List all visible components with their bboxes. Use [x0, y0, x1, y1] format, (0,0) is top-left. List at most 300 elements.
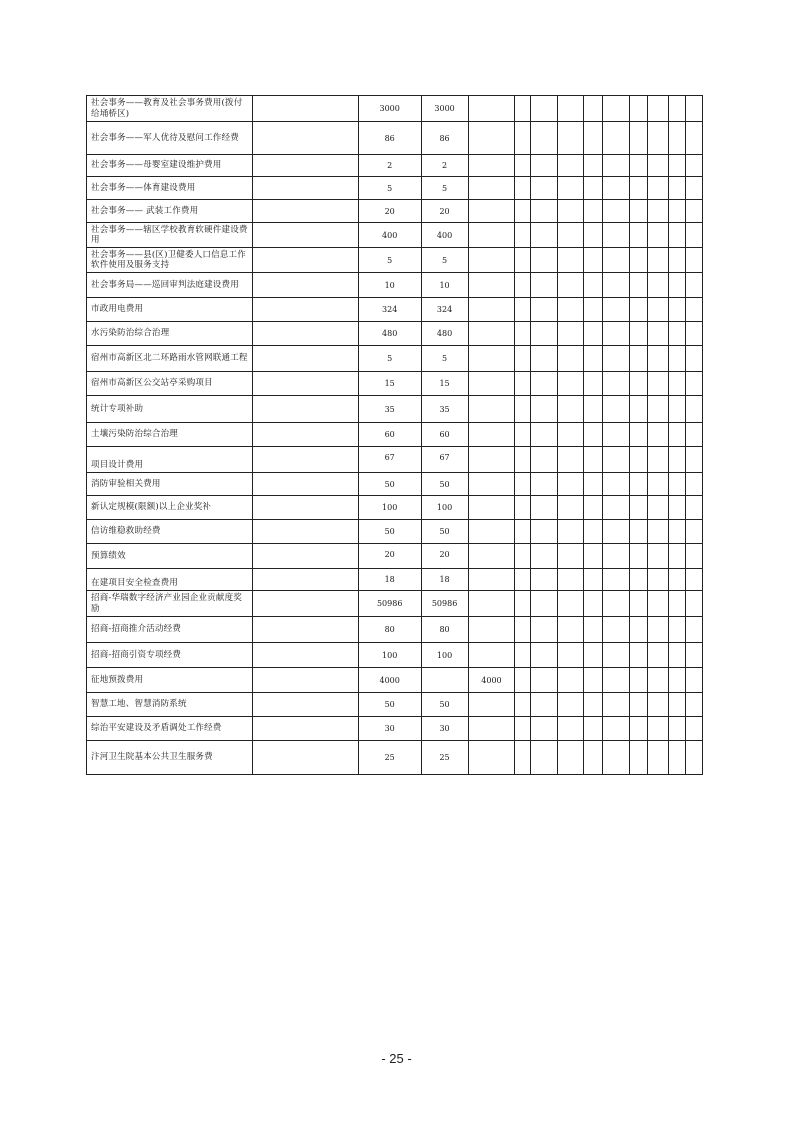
total-amount-cell: 80	[358, 617, 421, 643]
empty-cell	[685, 591, 702, 617]
budget-amount-cell: 18	[421, 569, 468, 591]
empty-cell	[602, 520, 630, 544]
table-row	[87, 520, 703, 544]
budget-amount-cell: 480	[421, 322, 468, 346]
budget-amount-cell	[421, 668, 468, 693]
empty-cell	[253, 617, 359, 643]
empty-cell	[531, 617, 558, 643]
empty-cell	[668, 372, 685, 396]
other-amount-cell	[468, 520, 515, 544]
total-amount-cell: 60	[358, 423, 421, 447]
other-amount-cell	[468, 569, 515, 591]
empty-cell	[668, 346, 685, 372]
empty-cell	[253, 298, 359, 322]
budget-amount-cell: 10	[421, 273, 468, 298]
item-name-cell: 市政用电费用	[87, 298, 253, 322]
other-amount-cell	[468, 372, 515, 396]
empty-cell	[630, 591, 647, 617]
empty-cell	[602, 447, 630, 473]
empty-cell	[647, 223, 668, 248]
table-row	[87, 668, 703, 693]
item-name-cell: 社会事务——县(区)卫健委人口信息工作软件使用及服务支持	[87, 248, 253, 273]
empty-cell	[583, 591, 602, 617]
empty-cell	[602, 496, 630, 520]
empty-cell	[558, 423, 584, 447]
empty-cell	[583, 643, 602, 668]
empty-cell	[558, 396, 584, 423]
empty-cell	[558, 447, 584, 473]
empty-cell	[602, 591, 630, 617]
empty-cell	[253, 643, 359, 668]
empty-cell	[685, 643, 702, 668]
table-row	[87, 496, 703, 520]
item-name-cell: 统计专项补助	[87, 396, 253, 423]
other-amount-cell	[468, 643, 515, 668]
empty-cell	[647, 617, 668, 643]
empty-cell	[531, 372, 558, 396]
other-amount-cell	[468, 122, 515, 155]
empty-cell	[630, 569, 647, 591]
empty-cell	[253, 717, 359, 741]
empty-cell	[630, 122, 647, 155]
empty-cell	[602, 741, 630, 775]
empty-cell	[583, 223, 602, 248]
empty-cell	[583, 569, 602, 591]
empty-cell	[515, 122, 531, 155]
other-amount-cell	[468, 544, 515, 569]
empty-cell	[583, 717, 602, 741]
empty-cell	[647, 544, 668, 569]
total-amount-cell: 100	[358, 496, 421, 520]
empty-cell	[602, 200, 630, 223]
empty-cell	[647, 396, 668, 423]
empty-cell	[558, 200, 584, 223]
empty-cell	[583, 372, 602, 396]
empty-cell	[602, 122, 630, 155]
empty-cell	[685, 177, 702, 200]
empty-cell	[630, 223, 647, 248]
empty-cell	[685, 544, 702, 569]
empty-cell	[668, 643, 685, 668]
empty-cell	[253, 668, 359, 693]
empty-cell	[602, 717, 630, 741]
empty-cell	[583, 298, 602, 322]
table-row	[87, 717, 703, 741]
budget-amount-cell: 15	[421, 372, 468, 396]
empty-cell	[558, 122, 584, 155]
empty-cell	[515, 591, 531, 617]
empty-cell	[253, 200, 359, 223]
empty-cell	[531, 717, 558, 741]
empty-cell	[668, 617, 685, 643]
empty-cell	[668, 741, 685, 775]
table-row	[87, 122, 703, 155]
empty-cell	[253, 372, 359, 396]
empty-cell	[515, 248, 531, 273]
empty-cell	[253, 496, 359, 520]
empty-cell	[558, 96, 584, 122]
total-amount-cell: 50986	[358, 591, 421, 617]
empty-cell	[685, 372, 702, 396]
item-name-cell: 预算绩效	[87, 544, 253, 569]
empty-cell	[531, 273, 558, 298]
empty-cell	[531, 591, 558, 617]
budget-amount-cell: 86	[421, 122, 468, 155]
empty-cell	[583, 693, 602, 717]
empty-cell	[647, 248, 668, 273]
total-amount-cell: 5	[358, 248, 421, 273]
empty-cell	[685, 423, 702, 447]
item-name-cell: 社会事务——军人优待及慰问工作经费	[87, 122, 253, 155]
table-row	[87, 396, 703, 423]
empty-cell	[668, 396, 685, 423]
empty-cell	[253, 223, 359, 248]
empty-cell	[602, 273, 630, 298]
budget-amount-cell: 30	[421, 717, 468, 741]
empty-cell	[531, 693, 558, 717]
other-amount-cell	[468, 96, 515, 122]
total-amount-cell: 324	[358, 298, 421, 322]
budget-amount-cell: 5	[421, 177, 468, 200]
empty-cell	[668, 668, 685, 693]
empty-cell	[668, 248, 685, 273]
empty-cell	[602, 473, 630, 496]
budget-amount-cell: 2	[421, 155, 468, 177]
empty-cell	[558, 520, 584, 544]
other-amount-cell	[468, 155, 515, 177]
table-row	[87, 298, 703, 322]
empty-cell	[630, 617, 647, 643]
empty-cell	[515, 155, 531, 177]
total-amount-cell: 20	[358, 200, 421, 223]
empty-cell	[515, 200, 531, 223]
empty-cell	[531, 122, 558, 155]
item-name-cell: 招商-华瑞数字经济产业园企业贡献度奖励	[87, 591, 253, 617]
empty-cell	[531, 569, 558, 591]
other-amount-cell	[468, 223, 515, 248]
empty-cell	[558, 617, 584, 643]
budget-amount-cell: 50	[421, 520, 468, 544]
table-row	[87, 569, 703, 591]
table-row	[87, 617, 703, 643]
empty-cell	[515, 396, 531, 423]
empty-cell	[558, 741, 584, 775]
empty-cell	[647, 447, 668, 473]
empty-cell	[253, 591, 359, 617]
table-row	[87, 248, 703, 273]
empty-cell	[583, 322, 602, 346]
empty-cell	[647, 200, 668, 223]
other-amount-cell	[468, 396, 515, 423]
empty-cell	[531, 496, 558, 520]
empty-cell	[647, 96, 668, 122]
budget-amount-cell: 100	[421, 643, 468, 668]
empty-cell	[602, 322, 630, 346]
empty-cell	[630, 155, 647, 177]
empty-cell	[668, 473, 685, 496]
empty-cell	[531, 298, 558, 322]
empty-cell	[668, 177, 685, 200]
empty-cell	[630, 248, 647, 273]
empty-cell	[531, 223, 558, 248]
empty-cell	[531, 741, 558, 775]
empty-cell	[558, 473, 584, 496]
empty-cell	[253, 96, 359, 122]
total-amount-cell: 15	[358, 372, 421, 396]
empty-cell	[647, 473, 668, 496]
empty-cell	[583, 520, 602, 544]
empty-cell	[630, 177, 647, 200]
empty-cell	[531, 322, 558, 346]
other-amount-cell	[468, 741, 515, 775]
empty-cell	[515, 617, 531, 643]
empty-cell	[668, 155, 685, 177]
empty-cell	[630, 423, 647, 447]
budget-amount-cell: 3000	[421, 96, 468, 122]
empty-cell	[647, 591, 668, 617]
empty-cell	[647, 155, 668, 177]
empty-cell	[253, 569, 359, 591]
empty-cell	[531, 396, 558, 423]
empty-cell	[630, 520, 647, 544]
total-amount-cell: 18	[358, 569, 421, 591]
empty-cell	[647, 496, 668, 520]
empty-cell	[583, 423, 602, 447]
empty-cell	[515, 447, 531, 473]
empty-cell	[685, 668, 702, 693]
empty-cell	[531, 96, 558, 122]
empty-cell	[583, 396, 602, 423]
budget-amount-cell: 50	[421, 693, 468, 717]
empty-cell	[558, 544, 584, 569]
empty-cell	[685, 322, 702, 346]
empty-cell	[685, 273, 702, 298]
item-name-cell: 宿州市高新区公交站亭采购项目	[87, 372, 253, 396]
budget-amount-cell: 100	[421, 496, 468, 520]
other-amount-cell: 4000	[468, 668, 515, 693]
other-amount-cell	[468, 447, 515, 473]
empty-cell	[558, 298, 584, 322]
empty-cell	[602, 223, 630, 248]
empty-cell	[647, 273, 668, 298]
total-amount-cell: 67	[358, 447, 421, 473]
budget-amount-cell: 5	[421, 346, 468, 372]
empty-cell	[253, 322, 359, 346]
empty-cell	[602, 177, 630, 200]
empty-cell	[531, 643, 558, 668]
empty-cell	[583, 155, 602, 177]
empty-cell	[630, 544, 647, 569]
item-name-cell: 新认定规模(限额)以上企业奖补	[87, 496, 253, 520]
empty-cell	[558, 372, 584, 396]
empty-cell	[515, 668, 531, 693]
empty-cell	[531, 668, 558, 693]
empty-cell	[668, 122, 685, 155]
total-amount-cell: 25	[358, 741, 421, 775]
empty-cell	[558, 223, 584, 248]
empty-cell	[531, 520, 558, 544]
empty-cell	[685, 298, 702, 322]
table-row	[87, 544, 703, 569]
empty-cell	[515, 544, 531, 569]
empty-cell	[630, 668, 647, 693]
other-amount-cell	[468, 496, 515, 520]
empty-cell	[630, 396, 647, 423]
empty-cell	[685, 569, 702, 591]
empty-cell	[515, 496, 531, 520]
other-amount-cell	[468, 322, 515, 346]
total-amount-cell: 10	[358, 273, 421, 298]
empty-cell	[630, 447, 647, 473]
table-row	[87, 447, 703, 473]
empty-cell	[668, 693, 685, 717]
empty-cell	[515, 223, 531, 248]
empty-cell	[531, 248, 558, 273]
item-name-cell: 征地预拨费用	[87, 668, 253, 693]
other-amount-cell	[468, 177, 515, 200]
total-amount-cell: 5	[358, 346, 421, 372]
page-number: - 25 -	[381, 1051, 412, 1066]
empty-cell	[647, 122, 668, 155]
total-amount-cell: 86	[358, 122, 421, 155]
empty-cell	[515, 693, 531, 717]
empty-cell	[531, 473, 558, 496]
other-amount-cell	[468, 473, 515, 496]
budget-amount-cell: 25	[421, 741, 468, 775]
empty-cell	[558, 591, 584, 617]
empty-cell	[668, 200, 685, 223]
empty-cell	[668, 591, 685, 617]
empty-cell	[630, 200, 647, 223]
empty-cell	[531, 544, 558, 569]
empty-cell	[515, 177, 531, 200]
empty-cell	[647, 693, 668, 717]
empty-cell	[583, 496, 602, 520]
empty-cell	[515, 96, 531, 122]
budget-amount-cell: 400	[421, 223, 468, 248]
empty-cell	[647, 520, 668, 544]
budget-amount-cell: 67	[421, 447, 468, 473]
table-row	[87, 693, 703, 717]
item-name-cell: 招商-招商推介活动经费	[87, 617, 253, 643]
empty-cell	[583, 177, 602, 200]
empty-cell	[630, 473, 647, 496]
other-amount-cell	[468, 423, 515, 447]
other-amount-cell	[468, 346, 515, 372]
budget-amount-cell: 5	[421, 248, 468, 273]
empty-cell	[558, 496, 584, 520]
table-row	[87, 96, 703, 122]
empty-cell	[583, 200, 602, 223]
empty-cell	[253, 346, 359, 372]
empty-cell	[253, 155, 359, 177]
empty-cell	[668, 223, 685, 248]
table-row	[87, 155, 703, 177]
total-amount-cell: 35	[358, 396, 421, 423]
item-name-cell: 社会事务—— 武装工作费用	[87, 200, 253, 223]
empty-cell	[558, 248, 584, 273]
empty-cell	[685, 200, 702, 223]
empty-cell	[630, 322, 647, 346]
table-row	[87, 372, 703, 396]
empty-cell	[531, 200, 558, 223]
other-amount-cell	[468, 200, 515, 223]
item-name-cell: 消防审验相关费用	[87, 473, 253, 496]
empty-cell	[602, 617, 630, 643]
total-amount-cell: 4000	[358, 668, 421, 693]
table-row	[87, 273, 703, 298]
empty-cell	[558, 717, 584, 741]
budget-amount-cell: 324	[421, 298, 468, 322]
empty-cell	[558, 693, 584, 717]
empty-cell	[685, 496, 702, 520]
table-row	[87, 346, 703, 372]
total-amount-cell: 2	[358, 155, 421, 177]
item-name-cell: 综治平安建设及矛盾调处工作经费	[87, 717, 253, 741]
total-amount-cell: 480	[358, 322, 421, 346]
other-amount-cell	[468, 591, 515, 617]
empty-cell	[253, 741, 359, 775]
table-row	[87, 200, 703, 223]
item-name-cell: 项目设计费用	[87, 447, 253, 473]
empty-cell	[583, 544, 602, 569]
item-name-cell: 汴河卫生院基本公共卫生服务费	[87, 741, 253, 775]
empty-cell	[647, 372, 668, 396]
empty-cell	[647, 741, 668, 775]
table-row	[87, 223, 703, 248]
empty-cell	[602, 643, 630, 668]
empty-cell	[668, 447, 685, 473]
budget-amount-cell: 60	[421, 423, 468, 447]
empty-cell	[647, 423, 668, 447]
empty-cell	[630, 298, 647, 322]
empty-cell	[602, 372, 630, 396]
table-row	[87, 591, 703, 617]
empty-cell	[583, 248, 602, 273]
empty-cell	[253, 177, 359, 200]
total-amount-cell: 50	[358, 520, 421, 544]
empty-cell	[253, 520, 359, 544]
other-amount-cell	[468, 617, 515, 643]
empty-cell	[647, 298, 668, 322]
empty-cell	[558, 322, 584, 346]
empty-cell	[647, 717, 668, 741]
table-row	[87, 322, 703, 346]
empty-cell	[253, 447, 359, 473]
empty-cell	[515, 741, 531, 775]
empty-cell	[602, 396, 630, 423]
empty-cell	[515, 322, 531, 346]
item-name-cell: 招商-招商引资专项经费	[87, 643, 253, 668]
empty-cell	[253, 693, 359, 717]
item-name-cell: 社会事务——体育建设费用	[87, 177, 253, 200]
total-amount-cell: 5	[358, 177, 421, 200]
empty-cell	[602, 668, 630, 693]
empty-cell	[531, 346, 558, 372]
empty-cell	[668, 544, 685, 569]
empty-cell	[253, 544, 359, 569]
empty-cell	[668, 322, 685, 346]
empty-cell	[685, 741, 702, 775]
empty-cell	[558, 346, 584, 372]
table-row	[87, 473, 703, 496]
empty-cell	[668, 96, 685, 122]
item-name-cell: 社会事务——母婴室建设维护费用	[87, 155, 253, 177]
other-amount-cell	[468, 717, 515, 741]
empty-cell	[253, 396, 359, 423]
empty-cell	[685, 396, 702, 423]
empty-cell	[647, 177, 668, 200]
